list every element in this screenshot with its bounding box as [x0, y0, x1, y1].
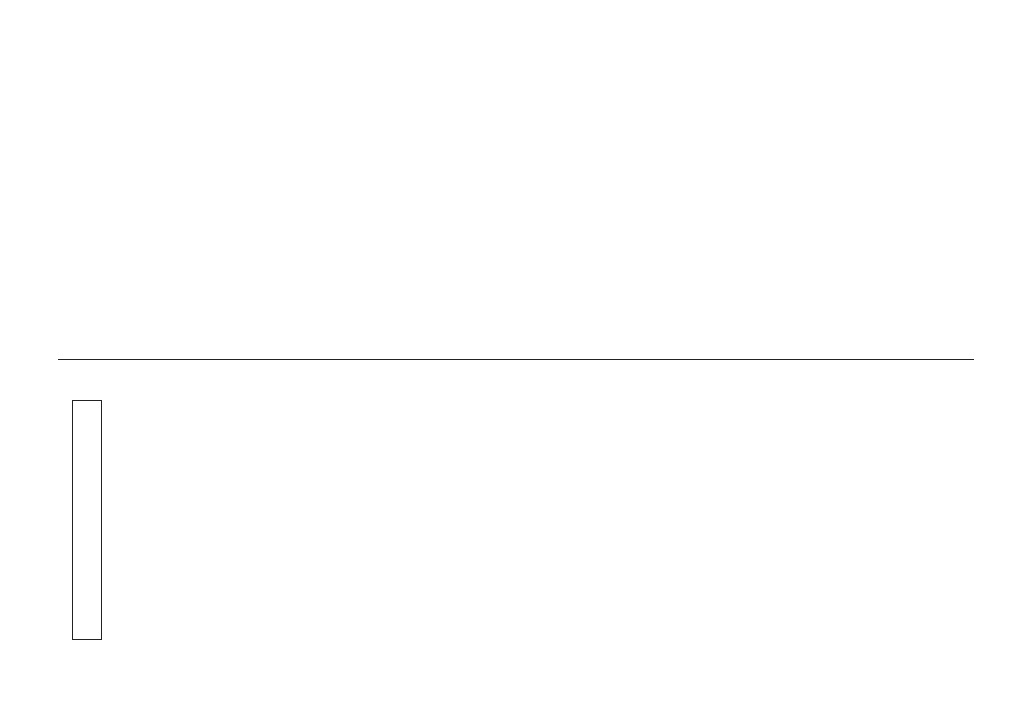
- continue-notice: [72, 400, 102, 640]
- multiple-choice-section: [58, 52, 974, 356]
- section-divider: [58, 359, 974, 360]
- bottom-section: [58, 366, 974, 682]
